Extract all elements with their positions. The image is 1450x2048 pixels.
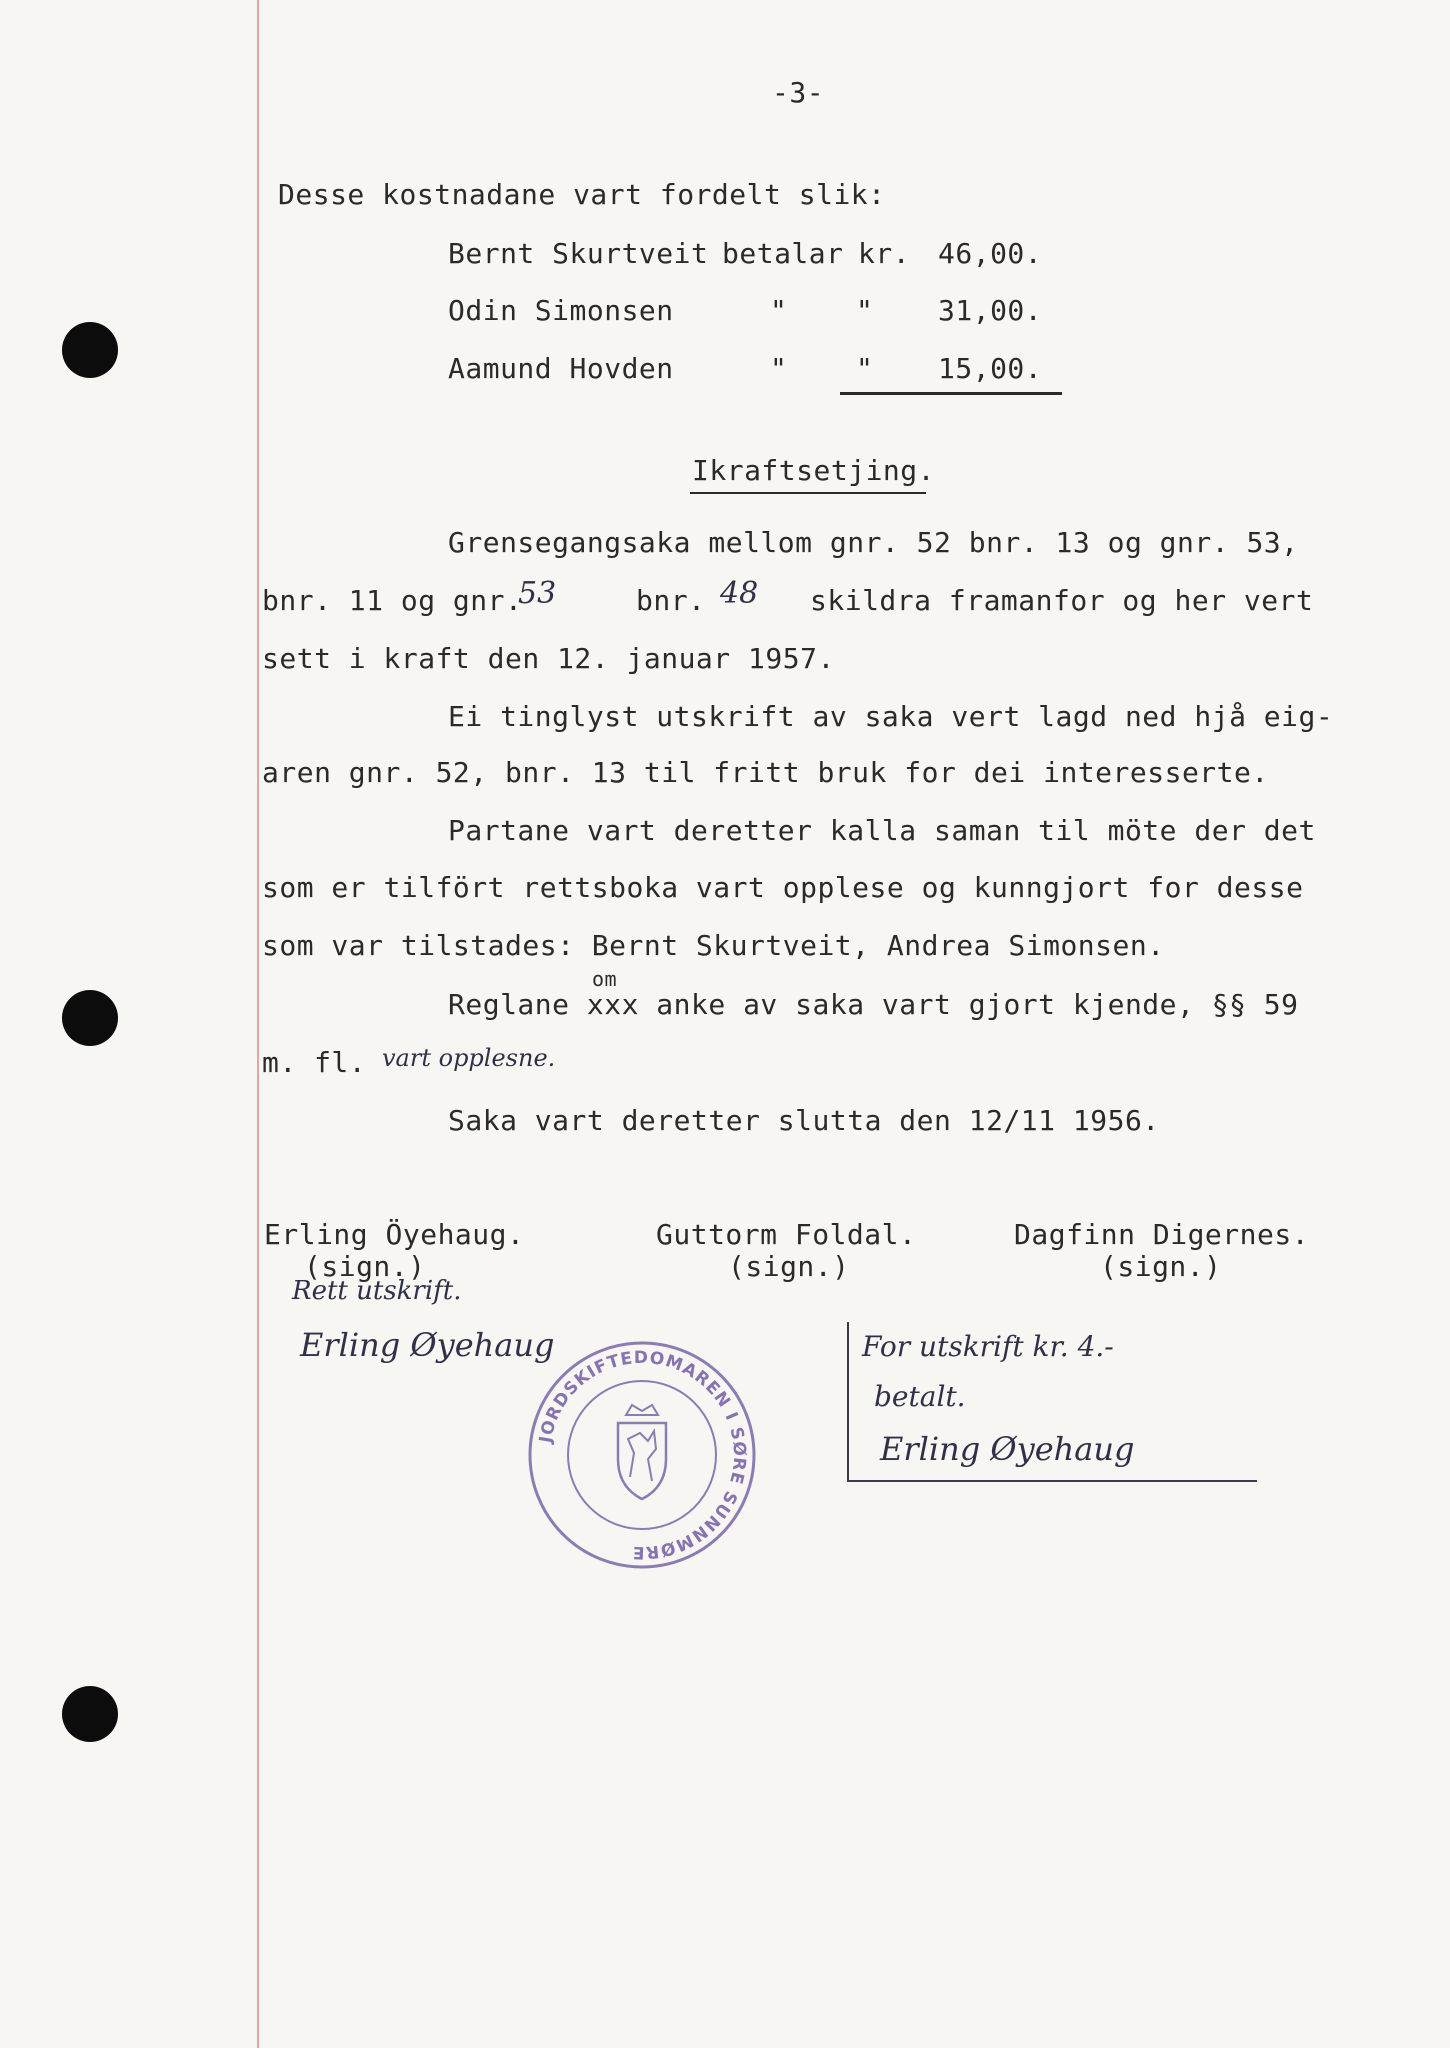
handwritten-insertion: vart opplesne. xyxy=(382,1044,556,1072)
cost-amount: 31,00. xyxy=(938,294,1043,327)
cost-ditto: " xyxy=(770,294,788,327)
punch-hole xyxy=(62,990,118,1046)
signatory-sign: (sign.) xyxy=(304,1250,426,1283)
body-line: Partane vart deretter kalla saman til möte der det xyxy=(448,814,1316,847)
handwritten-fee-note: For utskrift kr. 4.- xyxy=(862,1330,1114,1363)
body-line: som er tilfört rettsboka vart opplese og kunngjort for desse xyxy=(262,871,1304,904)
punch-hole xyxy=(62,322,118,378)
cost-amount: 46,00. xyxy=(938,237,1043,270)
inserted-word: om xyxy=(592,967,618,991)
cost-ditto: " xyxy=(770,352,788,385)
body-line: bnr. xyxy=(636,584,706,617)
signatory-name: Dagfinn Digernes. xyxy=(1014,1218,1310,1251)
handwritten-signature: Erling Øyehaug xyxy=(300,1326,555,1364)
signature-box-left xyxy=(847,1322,849,1482)
handwritten-fee-note: betalt. xyxy=(874,1380,966,1413)
handwritten-copy-note: Rett utskrift. xyxy=(292,1276,462,1306)
body-line: aren gnr. 52, bnr. 13 til fritt bruk for dei interesserte. xyxy=(262,756,1269,789)
signatory-name: Erling Öyehaug. xyxy=(264,1218,525,1251)
cost-ditto: " xyxy=(856,294,874,327)
body-line: m. fl. xyxy=(262,1046,367,1079)
cost-ditto: betalar xyxy=(722,237,844,270)
signatory-sign: (sign.) xyxy=(728,1250,850,1283)
body-line: som var tilstades: Bernt Skurtveit, Andrea Simonsen. xyxy=(262,929,1165,962)
punch-hole xyxy=(62,1686,118,1742)
signatory-name: Guttorm Foldal. xyxy=(656,1218,917,1251)
body-line: bnr. 11 og gnr. xyxy=(262,584,523,617)
margin-line xyxy=(257,0,259,2048)
body-line: Saka vart deretter slutta den 12/11 1956. xyxy=(448,1104,1160,1137)
handwritten-number: 48 xyxy=(720,576,759,611)
sum-underline xyxy=(840,392,1062,395)
handwritten-signature: Erling Øyehaug xyxy=(880,1430,1135,1468)
cost-name: Odin Simonsen xyxy=(448,294,674,327)
body-line: Reglane xxx anke av saka vart gjort kjende, §§ 59 xyxy=(448,988,1299,1021)
body-line: Ei tinglyst utskrift av saka vert lagd ned hjå eig- xyxy=(448,700,1334,733)
heading-underline xyxy=(690,492,926,494)
cost-ditto: kr. xyxy=(858,237,911,270)
cost-name: Aamund Hovden xyxy=(448,352,674,385)
stamp-text: JORDSKIFTEDOMAREN I SØRE SUNNMØRE xyxy=(535,1347,750,1563)
cost-ditto: " xyxy=(856,352,874,385)
signatory-sign: (sign.) xyxy=(1100,1250,1222,1283)
body-line: skildra framanfor og her vert xyxy=(810,584,1314,617)
cost-name: Bernt Skurtveit xyxy=(448,237,709,270)
official-stamp xyxy=(522,1335,762,1575)
signature-box-bottom xyxy=(847,1480,1257,1482)
page-number: -3- xyxy=(772,76,825,109)
body-line: sett i kraft den 12. januar 1957. xyxy=(262,642,835,675)
cost-amount: 15,00. xyxy=(938,352,1043,385)
intro-line: Desse kostnadane vart fordelt slik: xyxy=(278,178,886,211)
body-line: Grensegangsaka mellom gnr. 52 bnr. 13 og gnr. 53, xyxy=(448,526,1299,559)
section-heading: Ikraftsetjing. xyxy=(692,454,936,487)
handwritten-number: 53 xyxy=(518,576,557,611)
